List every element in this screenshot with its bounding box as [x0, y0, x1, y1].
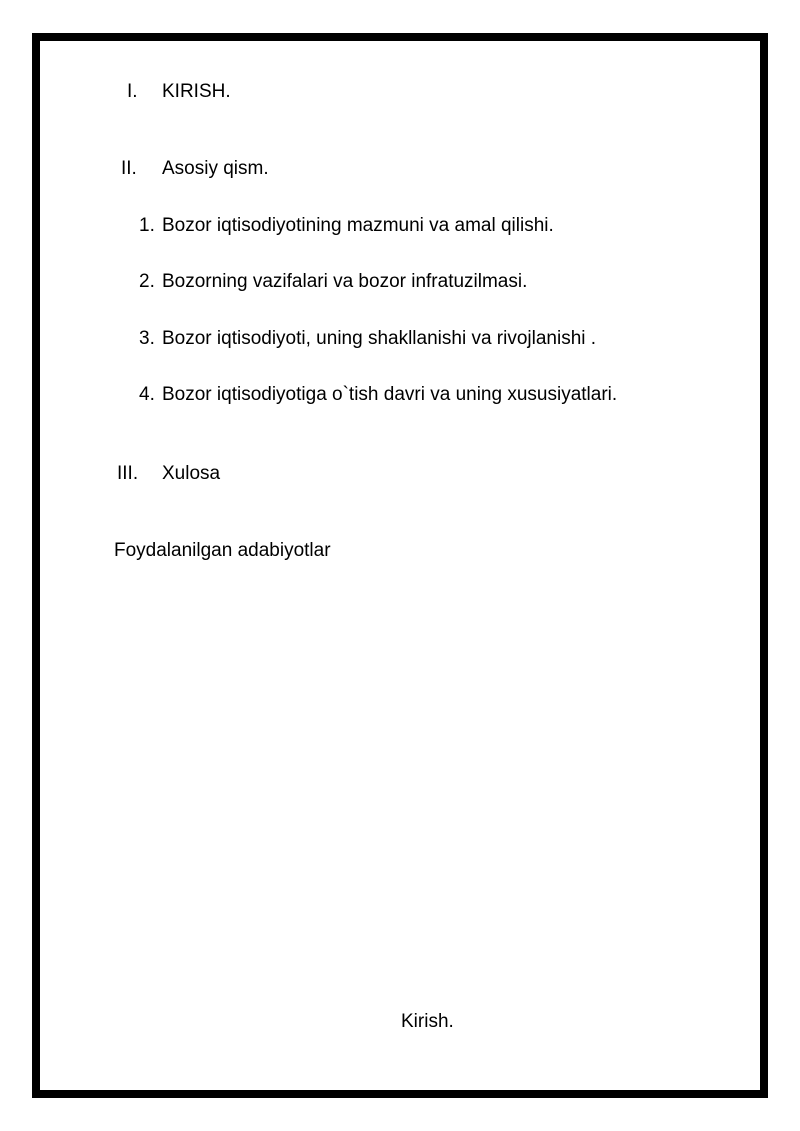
section-2-numeral: II. — [121, 158, 137, 179]
section-3-title: Xulosa — [162, 463, 221, 484]
subitem-1-number: 1. — [139, 215, 155, 236]
section-1-numeral: I. — [127, 81, 138, 102]
subitem-4-text: Bozor iqtisodiyotiga o`tish davri va uning xususiyatlari. — [162, 384, 618, 405]
subitem-3-number: 3. — [139, 328, 155, 349]
subitem-1-text: Bozor iqtisodiyotining mazmuni va amal qilishi. — [162, 215, 554, 236]
subitem-2-text: Bozorning vazifalari va bozor infratuzilmasi. — [162, 271, 528, 292]
subitem-2-number: 2. — [139, 271, 155, 292]
references-title: Foydalanilgan adabiyotlar — [114, 540, 331, 561]
subitem-3-text: Bozor iqtisodiyoti, uning shakllanishi va rivojlanishi . — [162, 328, 597, 349]
page-border-frame — [32, 33, 768, 1098]
section-1-title: KIRISH. — [162, 81, 231, 102]
section-2-title: Asosiy qism. — [162, 158, 269, 179]
section-3-numeral: III. — [117, 463, 139, 484]
introduction-heading: Kirish. — [401, 1011, 454, 1032]
subitem-4-number: 4. — [139, 384, 155, 405]
